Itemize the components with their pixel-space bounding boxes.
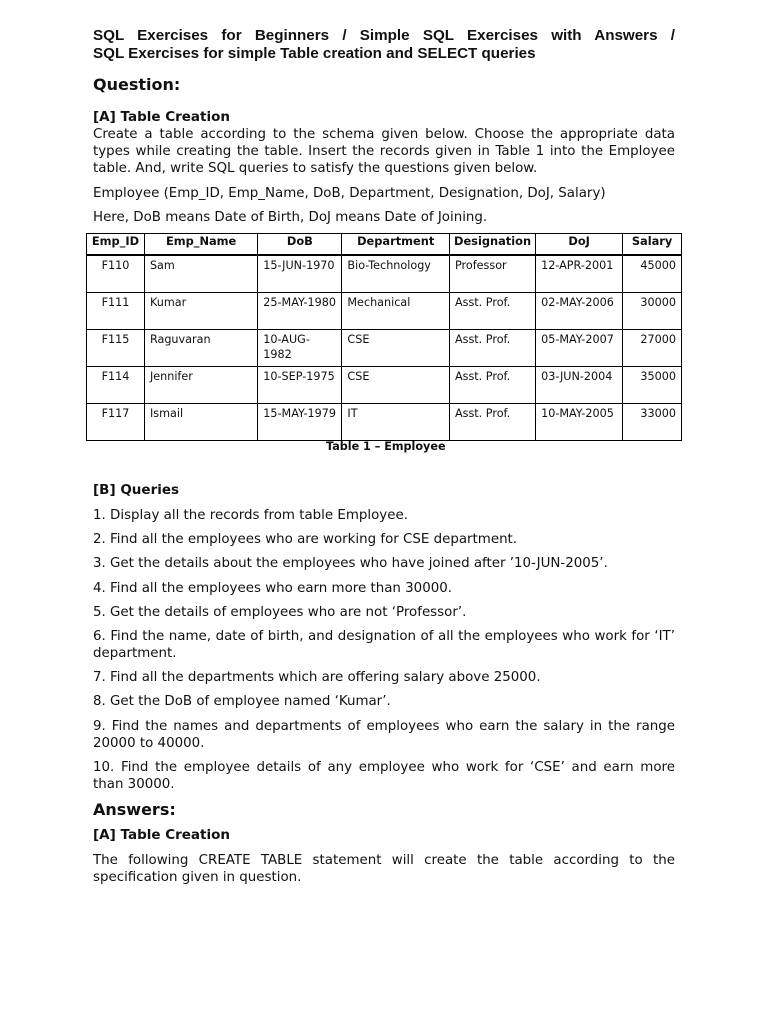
table-header-row	[87, 234, 682, 256]
intro-paragraph: Create a table according to the schema given below. Choose the appropriate data types while creating the table. Insert the records given in Table 1 into the Employee table. And, write SQL queries to satisfy the questions given below.	[93, 127, 675, 176]
table-row	[87, 293, 682, 330]
query-item: 7. Find all the departments which are offering salary above 25000.	[93, 670, 541, 685]
query-item: 6. Find the name, date of birth, and designation of all the employees who work for ‘IT’ department.	[93, 629, 675, 661]
table-cell: 10-AUG-1982	[258, 330, 342, 367]
table-row	[87, 255, 682, 293]
table-cell: Sam	[144, 255, 257, 293]
employee-table	[86, 233, 682, 441]
table-cell: F111	[87, 293, 145, 330]
table-cell: F114	[87, 367, 145, 404]
query-item: 2. Find all the employees who are working for CSE department.	[93, 532, 518, 547]
query-item: 5. Get the details of employees who are not ‘Professor’.	[93, 605, 467, 620]
column-header: Designation	[449, 234, 535, 256]
query-item: 4. Find all the employees who earn more than 30000.	[93, 581, 453, 596]
query-item: 10. Find the employee details of any employee who work for ‘CSE’ and earn more than 30000.	[93, 760, 675, 792]
query-item: 9. Find the names and departments of employees who earn the salary in the range 20000 to 40000.	[93, 719, 675, 751]
table-cell: Jennifer	[144, 367, 257, 404]
table-cell: Professor	[449, 255, 535, 293]
table-cell: CSE	[342, 367, 450, 404]
table-cell: 02-MAY-2006	[536, 293, 623, 330]
column-header: DoJ	[536, 234, 623, 256]
table-cell: F110	[87, 255, 145, 293]
table-cell: IT	[342, 404, 450, 441]
query-item: 1. Display all the records from table Employee.	[93, 508, 408, 523]
table-cell: 45000	[623, 255, 682, 293]
column-header: Salary	[623, 234, 682, 256]
table-cell: Asst. Prof.	[449, 404, 535, 441]
table-cell: Bio-Technology	[342, 255, 450, 293]
query-item: 8. Get the DoB of employee named ‘Kumar’.	[93, 694, 391, 709]
table-cell: Asst. Prof.	[449, 367, 535, 404]
table-cell: 25-MAY-1980	[258, 293, 342, 330]
table-cell: 15-JUN-1970	[258, 255, 342, 293]
section-b-heading: [B] Queries	[93, 482, 180, 498]
table-caption: Table 1 – Employee	[326, 440, 446, 453]
answers-section-a-heading: [A] Table Creation	[93, 827, 231, 843]
title-line-2: SQL Exercises for simple Table creation and SELECT queries	[93, 45, 536, 62]
table-cell: 33000	[623, 404, 682, 441]
table-row	[87, 404, 682, 441]
table-cell: 12-APR-2001	[536, 255, 623, 293]
column-header: Emp_ID	[87, 234, 145, 256]
column-header: DoB	[258, 234, 342, 256]
table-cell: 10-SEP-1975	[258, 367, 342, 404]
table-cell: 30000	[623, 293, 682, 330]
column-header: Department	[342, 234, 450, 256]
table-cell: 35000	[623, 367, 682, 404]
table-cell: Asst. Prof.	[449, 330, 535, 367]
table-cell: 05-MAY-2007	[536, 330, 623, 367]
table-cell: 03-JUN-2004	[536, 367, 623, 404]
title-line-1: SQL Exercises for Beginners / Simple SQL Exercises with Answers /	[93, 27, 675, 44]
table-row	[87, 367, 682, 404]
answers-paragraph: The following CREATE TABLE statement will create the table according to the specification given in question.	[93, 853, 675, 885]
table-cell: 10-MAY-2005	[536, 404, 623, 441]
column-header: Emp_Name	[144, 234, 257, 256]
table-cell: Mechanical	[342, 293, 450, 330]
section-a-heading: [A] Table Creation	[93, 109, 231, 125]
answers-heading: Answers:	[93, 800, 176, 819]
table-row	[87, 330, 682, 367]
document-title	[93, 27, 675, 63]
table-cell: Asst. Prof.	[449, 293, 535, 330]
note-line: Here, DoB means Date of Birth, DoJ means Date of Joining.	[93, 210, 488, 225]
table-cell: 27000	[623, 330, 682, 367]
table-cell: 15-MAY-1979	[258, 404, 342, 441]
schema-line: Employee (Emp_ID, Emp_Name, DoB, Department, Designation, DoJ, Salary)	[93, 186, 606, 201]
table-cell: F115	[87, 330, 145, 367]
table-cell: Raguvaran	[144, 330, 257, 367]
table-cell: Kumar	[144, 293, 257, 330]
table-cell: Ismail	[144, 404, 257, 441]
question-heading: Question:	[93, 75, 181, 94]
table-cell: F117	[87, 404, 145, 441]
query-item: 3. Get the details about the employees who have joined after ’10-JUN-2005’.	[93, 556, 608, 571]
table-cell: CSE	[342, 330, 450, 367]
